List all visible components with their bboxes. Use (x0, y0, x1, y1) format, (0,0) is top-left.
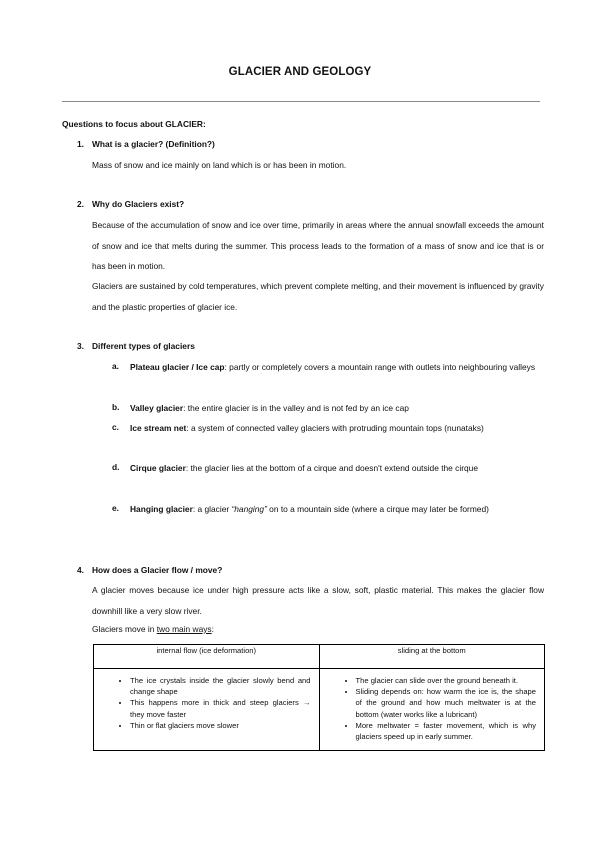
q1-number: 1. (77, 139, 84, 149)
q2-paragraph-2: Glaciers are sustained by cold temperatures, which prevent complete melting, and their movement is influenced by gravity and the plastic properties of glacier ice. (92, 281, 544, 312)
type-a-text (130, 357, 544, 377)
type-c-letter: c. (112, 422, 119, 432)
q4-ways-underlined: two main ways (156, 624, 212, 634)
sliding-list (328, 675, 537, 742)
type-c-text (130, 418, 544, 438)
type-d-letter: d. (112, 462, 120, 472)
table-header-sliding: sliding at the bottom (319, 645, 545, 669)
type-c-term: Ice stream net (130, 423, 187, 433)
q4-paragraph-1: A glacier moves because ice under high pressure acts like a slow, soft, plastic material. This makes the glacier flow downhill like a very slow river. (92, 585, 544, 616)
q2-number: 2. (77, 199, 84, 209)
type-d-desc: : the glacier lies at the bottom of a cirque and doesn't extend outside the cirque (185, 463, 478, 473)
page-title: GLACIER AND GEOLOGY (228, 66, 372, 78)
q3-title: Different types of glaciers (92, 341, 195, 351)
table-header-internal-flow: internal flow (ice deformation) (94, 645, 320, 669)
table-row (94, 669, 545, 751)
q4-number: 4. (77, 565, 84, 575)
list-item: • Sliding depends on: how warm the ice is, the shape of the ground and how much meltwater is at the bottom (water works like a lubricant) (356, 686, 537, 720)
type-a-desc: : partly or completely covers a mountain range with outlets into neighbouring valleys (224, 362, 536, 372)
internal-flow-list (102, 675, 311, 731)
type-b-letter: b. (112, 402, 120, 412)
table-cell-internal-flow (94, 669, 320, 751)
type-b-desc: : the entire glacier is in the valley and is not fed by an ice cap (183, 403, 409, 413)
type-b-term: Valley glacier (130, 403, 184, 413)
type-d-term: Cirque glacier (130, 463, 186, 473)
table-header-row (94, 645, 545, 669)
q3-number: 3. (77, 341, 84, 351)
type-e-text (130, 499, 544, 519)
list-item: • The glacier can slide over the ground beneath it. (356, 675, 537, 686)
type-a-letter: a. (112, 361, 119, 371)
title-divider (62, 101, 540, 102)
type-e-letter: e. (112, 503, 119, 513)
list-item: • This happens more in thick and steep glaciers → they move faster (130, 697, 311, 719)
q1-title: What is a glacier? (Definition?) (92, 139, 215, 149)
type-e-term: Hanging glacier (130, 504, 193, 514)
q4-ways-line (92, 624, 214, 634)
list-item: • The ice crystals inside the glacier slowly bend and change shape (130, 675, 311, 697)
q4-title: How does a Glacier flow / move? (92, 565, 223, 575)
table-cell-sliding (319, 669, 545, 751)
intro-heading: Questions to focus about GLACIER: (62, 119, 206, 129)
q1-answer: Mass of snow and ice mainly on land which is or has been in motion. (92, 160, 347, 170)
list-item: • More meltwater = faster movement, which is why glaciers speed up in early summer. (356, 720, 537, 742)
type-a-term: Plateau glacier / Ice cap (130, 362, 225, 372)
q2-title: Why do Glaciers exist? (92, 199, 185, 209)
list-item: • Thin or flat glaciers move slower (130, 720, 311, 731)
type-d-text (130, 458, 544, 478)
type-b-text (130, 398, 544, 418)
q4-ways-post: : (211, 624, 214, 634)
movement-table (93, 644, 545, 751)
type-c-desc: : a system of connected valley glaciers with protruding mountain tops (nunataks) (186, 423, 484, 433)
q2-paragraph-1: Because of the accumulation of snow and ice over time, primarily in areas where the annual snowfall exceeds the amount of snow and ice that melts during the summer. This process leads to the formation of a mass of snow and ice that is or has been in motion. (92, 220, 544, 271)
type-e-desc-pre: : a glacier (192, 504, 232, 514)
type-e-desc-em: “hanging” (231, 504, 267, 514)
type-e-desc-post: on to a mountain side (where a cirque may later be formed) (266, 504, 489, 514)
q4-ways-pre: Glaciers move in (92, 624, 157, 634)
